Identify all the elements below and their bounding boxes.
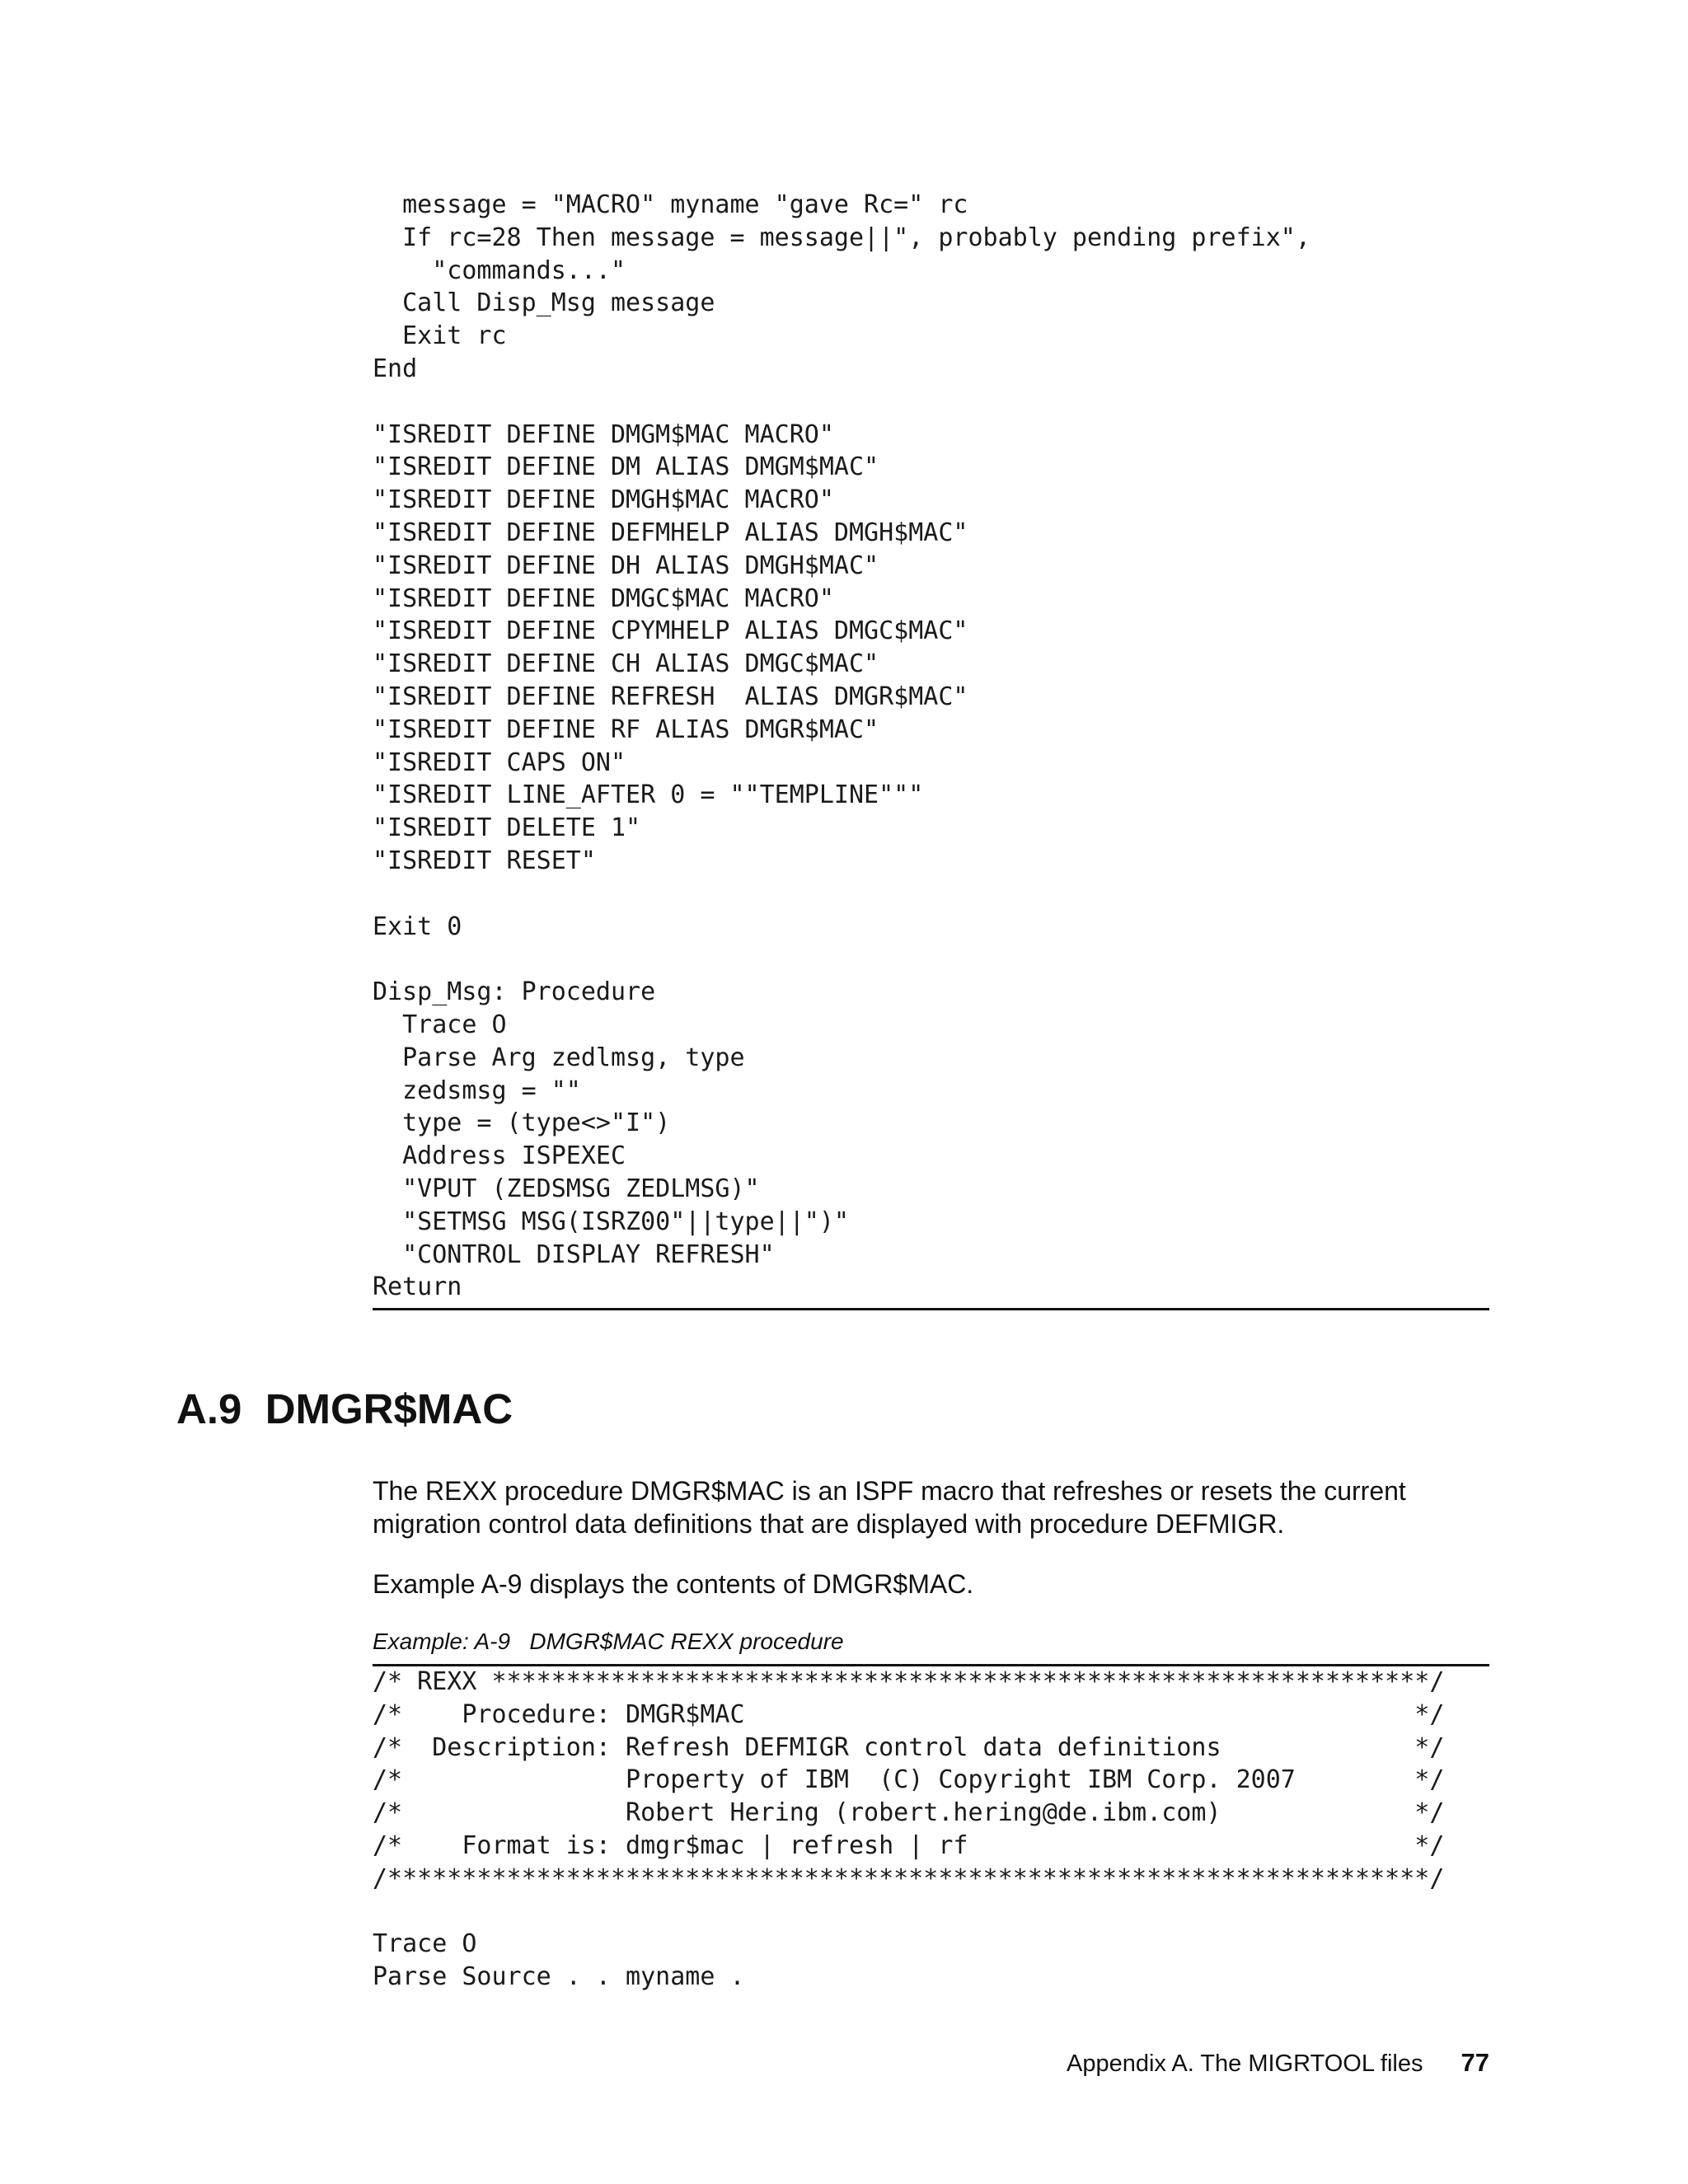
code-listing-continued: message = "MACRO" myname "gave Rc=" rc If rc=28 Then message = message||", probably pending prefix", "commands..." Call Disp_Msg message Exit rc End "ISREDIT DEFINE DMGM$MAC MACRO" "ISREDIT DEFINE DM ALIAS DMGM$MAC" "ISREDIT DEFINE DMGH$MAC MACRO" "ISREDIT DEFINE DEFMHELP ALIAS DMGH$MAC" "ISREDIT DEFINE DH ALIAS DMGH$MAC" "ISREDIT DEFINE DMGC$MAC MACRO" "ISREDIT DEFINE CPYMHELP ALIAS DMGC$MAC" "ISREDIT DEFINE CH ALIAS DMGC$MAC" "ISREDIT DEFINE REFRESH ALIAS DMGR$MAC" "ISREDIT DEFINE RF ALIAS DMGR$MAC" "ISREDIT CAPS ON" "ISREDIT LINE_AFTER 0 = ""TEMPLINE""" "ISREDIT DELETE 1" "ISREDIT RESET" Exit 0 Disp_Msg: Procedure Trace O Parse Arg zedlmsg, type zedsmsg = "" type = (type<>"I") Address ISPEXEC "VPUT (ZEDSMSG ZEDLMSG)" "SETMSG MSG(ISRZ00"||type||")" "CONTROL DISPLAY REFRESH" Return: [373, 190, 1311, 1302]
page-footer: [1067, 2048, 1489, 2079]
code-listing-end-rule: [373, 1308, 1489, 1310]
page-number: 77: [1461, 2048, 1489, 2077]
example-reference-paragraph: Example A-9 displays the contents of DMGR$MAC.: [373, 1569, 974, 1599]
section-heading: A.9 DMGR$MAC: [176, 1385, 513, 1432]
code-listing-dmgr-mac: /* REXX ***************************************************************/ /* Procedure: DMGR$MAC */ /* Description: Refresh DEFMIGR control data definitions */ /* Property of IBM (C) Copyright IBM Corp. 2007 */ /* Robert Hering (robert.hering@de.ibm.com) */ /* Format is: dmgr$mac | refresh | rf */ /**********************************************************************/ Trace O Parse Source . . myname .: [373, 1667, 1445, 1992]
section-intro-paragraph: The REXX procedure DMGR$MAC is an ISPF macro that refreshes or resets the current migration control data definitions that are displayed with procedure DEFMIGR.: [373, 1476, 1406, 1539]
running-title: Appendix A. The MIGRTOOL files: [1066, 2050, 1423, 2077]
example-caption: Example: A-9 DMGR$MAC REXX procedure: [373, 1629, 844, 1654]
